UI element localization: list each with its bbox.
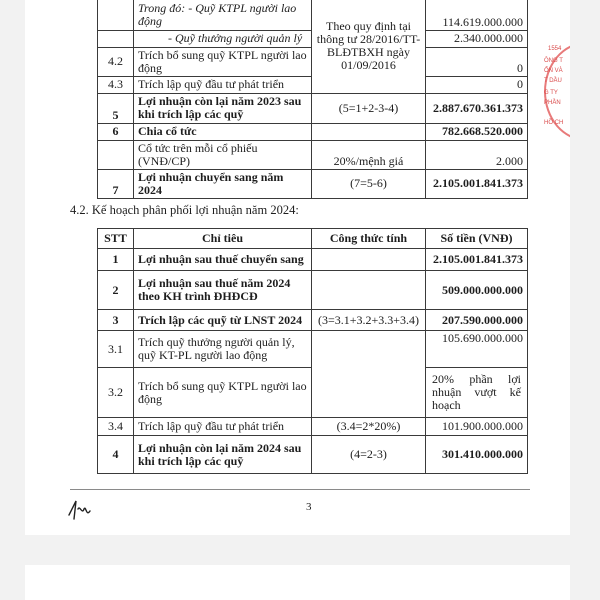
formula-cell: (5=1+2-3-4) bbox=[312, 93, 426, 123]
formula-cell: Theo quy định tại thông tư 28/2016/TT-BLĐTBXH ngày 01/09/2016 bbox=[312, 0, 426, 93]
table-row bbox=[98, 436, 528, 474]
stt-cell: 2 bbox=[98, 271, 134, 310]
amount-cell: 301.410.000.000 bbox=[426, 436, 528, 474]
seal-text: PHẦN bbox=[544, 100, 561, 106]
indicator-cell: Chia cổ tức bbox=[134, 123, 312, 140]
amount-cell: 0 bbox=[426, 47, 528, 76]
seal-text: ỔN VÀ bbox=[544, 68, 563, 74]
stt-cell: 6 bbox=[98, 123, 134, 140]
indicator-cell: - Quỹ thưởng người quản lý bbox=[134, 30, 312, 47]
amount-cell: 2.887.670.361.373 bbox=[426, 93, 528, 123]
indicator-cell: Cổ tức trên mỗi cổ phiếu (VNĐ/CP) bbox=[134, 140, 312, 169]
amount-cell: 0 bbox=[426, 76, 528, 93]
indicator-cell: Trích bổ sung quỹ KTPL người lao động bbox=[134, 368, 312, 418]
table-row bbox=[98, 123, 528, 140]
section-heading: 4.2. Kế hoạch phân phối lợi nhuận năm 2024: bbox=[70, 203, 299, 217]
formula-cell bbox=[312, 271, 426, 310]
seal-text: T DẦU bbox=[544, 78, 562, 84]
stt-cell bbox=[98, 0, 134, 30]
stt-cell: 3.1 bbox=[98, 331, 134, 368]
stt-cell: 3.4 bbox=[98, 418, 134, 436]
indicator-cell: Lợi nhuận sau thuế chuyển sang bbox=[134, 249, 312, 271]
amount-cell: 2.000 bbox=[426, 140, 528, 169]
seal-text: HỒ CH bbox=[544, 120, 564, 126]
formula-cell: (3=3.1+3.2+3.3+3.4) bbox=[312, 310, 426, 331]
indicator-cell: Trích lập quỹ đầu tư phát triển bbox=[134, 76, 312, 93]
column-header-indicator: Chỉ tiêu bbox=[134, 229, 312, 249]
company-seal-stamp bbox=[540, 40, 570, 140]
profit-distribution-2023-table bbox=[97, 0, 528, 199]
seal-text: 1554 bbox=[548, 46, 562, 52]
column-header-formula: Công thức tính bbox=[312, 229, 426, 249]
amount-cell: 509.000.000.000 bbox=[426, 271, 528, 310]
stt-cell bbox=[98, 140, 134, 169]
amount-cell: 101.900.000.000 bbox=[426, 418, 528, 436]
seal-text: ÔNG T bbox=[544, 58, 563, 64]
amount-cell: 2.105.001.841.373 bbox=[426, 169, 528, 198]
amount-cell: 207.590.000.000 bbox=[426, 310, 528, 331]
profit-distribution-plan-2024-table bbox=[97, 228, 528, 474]
stt-cell: 7 bbox=[98, 169, 134, 198]
table-header-row bbox=[98, 229, 528, 249]
stt-cell: 1 bbox=[98, 249, 134, 271]
footer-divider bbox=[70, 489, 530, 490]
next-page-edge bbox=[25, 565, 570, 600]
indicator-cell: Trích lập các quỹ từ LNST 2024 bbox=[134, 310, 312, 331]
amount-cell: 114.619.000.000 bbox=[426, 0, 528, 30]
amount-cell: 20% phần lợi nhuận vượt kế hoạch bbox=[426, 368, 528, 418]
table-row bbox=[98, 0, 528, 30]
table-row bbox=[98, 249, 528, 271]
stt-cell: 4.2 bbox=[98, 47, 134, 76]
formula-cell bbox=[312, 123, 426, 140]
formula-cell: 20%/mệnh giá bbox=[312, 140, 426, 169]
indicator-cell: Trích bổ sung quỹ KTPL người lao động bbox=[134, 47, 312, 76]
column-header-amount: Số tiền (VNĐ) bbox=[426, 229, 528, 249]
formula-cell: (4=2-3) bbox=[312, 436, 426, 474]
seal-text: G TY bbox=[544, 90, 558, 96]
indicator-cell: Lợi nhuận còn lại năm 2023 sau khi trích lập các quỹ bbox=[134, 93, 312, 123]
column-header-stt: STT bbox=[98, 229, 134, 249]
table-row bbox=[98, 331, 528, 368]
table-row bbox=[98, 93, 528, 123]
formula-cell: (7=5-6) bbox=[312, 169, 426, 198]
table-row bbox=[98, 140, 528, 169]
table-row bbox=[98, 271, 528, 310]
stt-cell: 4 bbox=[98, 436, 134, 474]
formula-cell: (3.4=2*20%) bbox=[312, 418, 426, 436]
stt-cell: 3 bbox=[98, 310, 134, 331]
amount-cell: 2.105.001.841.373 bbox=[426, 249, 528, 271]
indicator-cell: Lợi nhuận còn lại năm 2024 sau khi trích lập các quỹ bbox=[134, 436, 312, 474]
stt-cell bbox=[98, 30, 134, 47]
table-row bbox=[98, 310, 528, 331]
table-row bbox=[98, 418, 528, 436]
amount-cell: 105.690.000.000 bbox=[426, 331, 528, 368]
formula-cell bbox=[312, 331, 426, 418]
indicator-cell: Trích quỹ thưởng người quản lý, quỹ KT-PL người lao động bbox=[134, 331, 312, 368]
table-row bbox=[98, 169, 528, 198]
stt-cell: 4.3 bbox=[98, 76, 134, 93]
stt-cell: 3.2 bbox=[98, 368, 134, 418]
indicator-cell: Trích lập quỹ đầu tư phát triển bbox=[134, 418, 312, 436]
page-number: 3 bbox=[306, 501, 312, 513]
handwritten-initials-signature bbox=[66, 495, 96, 525]
formula-cell bbox=[312, 249, 426, 271]
amount-cell: 782.668.520.000 bbox=[426, 123, 528, 140]
indicator-cell: Lợi nhuận chuyển sang năm 2024 bbox=[134, 169, 312, 198]
indicator-cell: Lợi nhuận sau thuế năm 2024 theo KH trình ĐHĐCĐ bbox=[134, 271, 312, 310]
amount-cell: 2.340.000.000 bbox=[426, 30, 528, 47]
stt-cell: 5 bbox=[98, 93, 134, 123]
indicator-cell: Trong đó: - Quỹ KTPL người lao động bbox=[134, 0, 312, 30]
